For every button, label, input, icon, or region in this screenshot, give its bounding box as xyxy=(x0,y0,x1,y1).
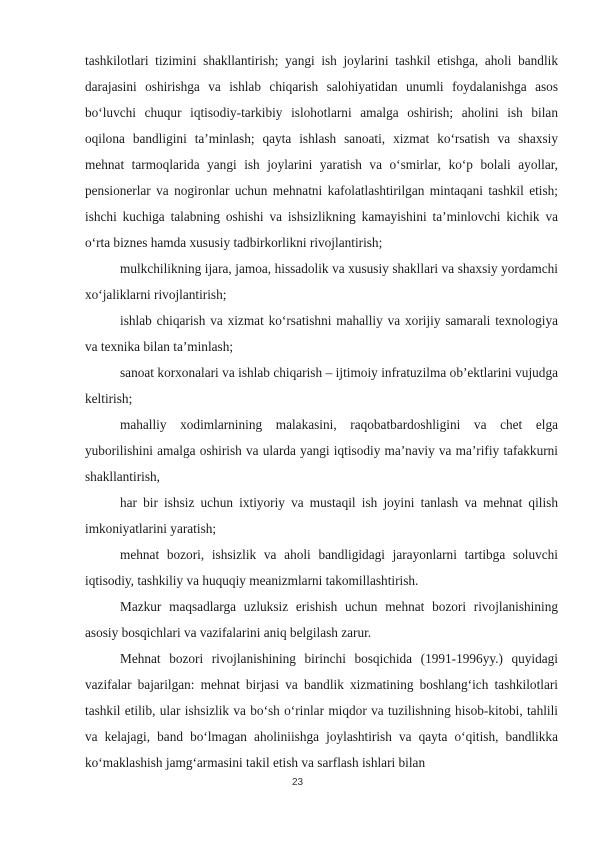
paragraph-5: mahalliy xodimlarnining malakasini, raqobatbardoshligini va chet elga yuborilishini amalga oshirish va ularda yangi iqtisodiy ma’naviy va ma’rifiy tafakkurni shakllantirish, xyxy=(85,417,558,484)
paragraph-7: mehnat bozori, ishsizlik va aholi bandligidagi jarayonlarni tartibga soluvchi iqtisodiy, tashkiliy va huquqiy meanizmlarni takomillashtirish. xyxy=(85,547,558,588)
paragraph-2: mulkchilikning ijara, jamoa, hissadolik va xususiy shakllari va shaxsiy yordamchi xo‘jaliklarni rivojlantirish; xyxy=(85,261,558,302)
paragraph-8: Mazkur maqsadlarga uzluksiz erishish uchun mehnat bozori rivojlanishining asosiy bosqichlari va vazifalarini aniq belgilash zarur. xyxy=(85,599,558,640)
paragraph-9: Mehnat bozori rivojlanishining birinchi bosqichida (1991-1996yy.) quyidagi vazifalar bajarilgan: mehnat birjasi va bandlik xizmatining boshlang‘ich tashkilotlari tashkil etilib, ular ishsizlik va bo‘sh o‘rinlar miqdor va tuzilishning hisob-kitobi, tahlili va kelajagi, band bo‘lmagan aholiniishga joylashtirish va qayta o‘qitish, bandlikka ko‘maklashish jamg‘armasini takil etish va sarflash ishlari bilan xyxy=(85,651,558,770)
paragraph-3: ishlab chiqarish va xizmat ko‘rsatishni mahalliy va xorijiy samarali texnologiya va texnika bilan ta’minlash; xyxy=(85,313,558,354)
page-number: 23 xyxy=(291,777,304,788)
paragraph-1: tashkilotlari tizimini shakllantirish; yangi ish joylarini tashkil etishga, aholi bandlik darajasini oshirishga va ishlab chiqarish salohiyatidan unumli foydalanishga asos bo‘luvchi chuqur iqtisodiy-tarkibiy islohotlarni amalga oshirish; aholini ish bilan oqilona bandligini ta’minlash; qayta ishlash sanoati, xizmat ko‘rsatish va shaxsiy mehnat tarmoqlarida yangi ish joylarini yaratish va o‘smirlar, ko‘p bolali ayollar, pensionerlar va nogironlar uchun mehnatni kafolatlashtirilgan mintaqani tashkil etish; ishchi kuchiga talabning oshishi va ishsizlikning kamayishini ta’minlovchi kichik va o‘rta biznes hamda xususiy tadbirkorlikni rivojlantirish; xyxy=(85,53,558,250)
paragraph-6: har bir ishsiz uchun ixtiyoriy va mustaqil ish joyini tanlash va mehnat qilish imkoniyatlarini yaratish; xyxy=(85,495,558,536)
document-page xyxy=(85,48,558,776)
paragraph-4: sanoat korxonalari va ishlab chiqarish – ijtimoiy infratuzilma ob’ektlarini vujudga keltirish; xyxy=(85,365,558,406)
